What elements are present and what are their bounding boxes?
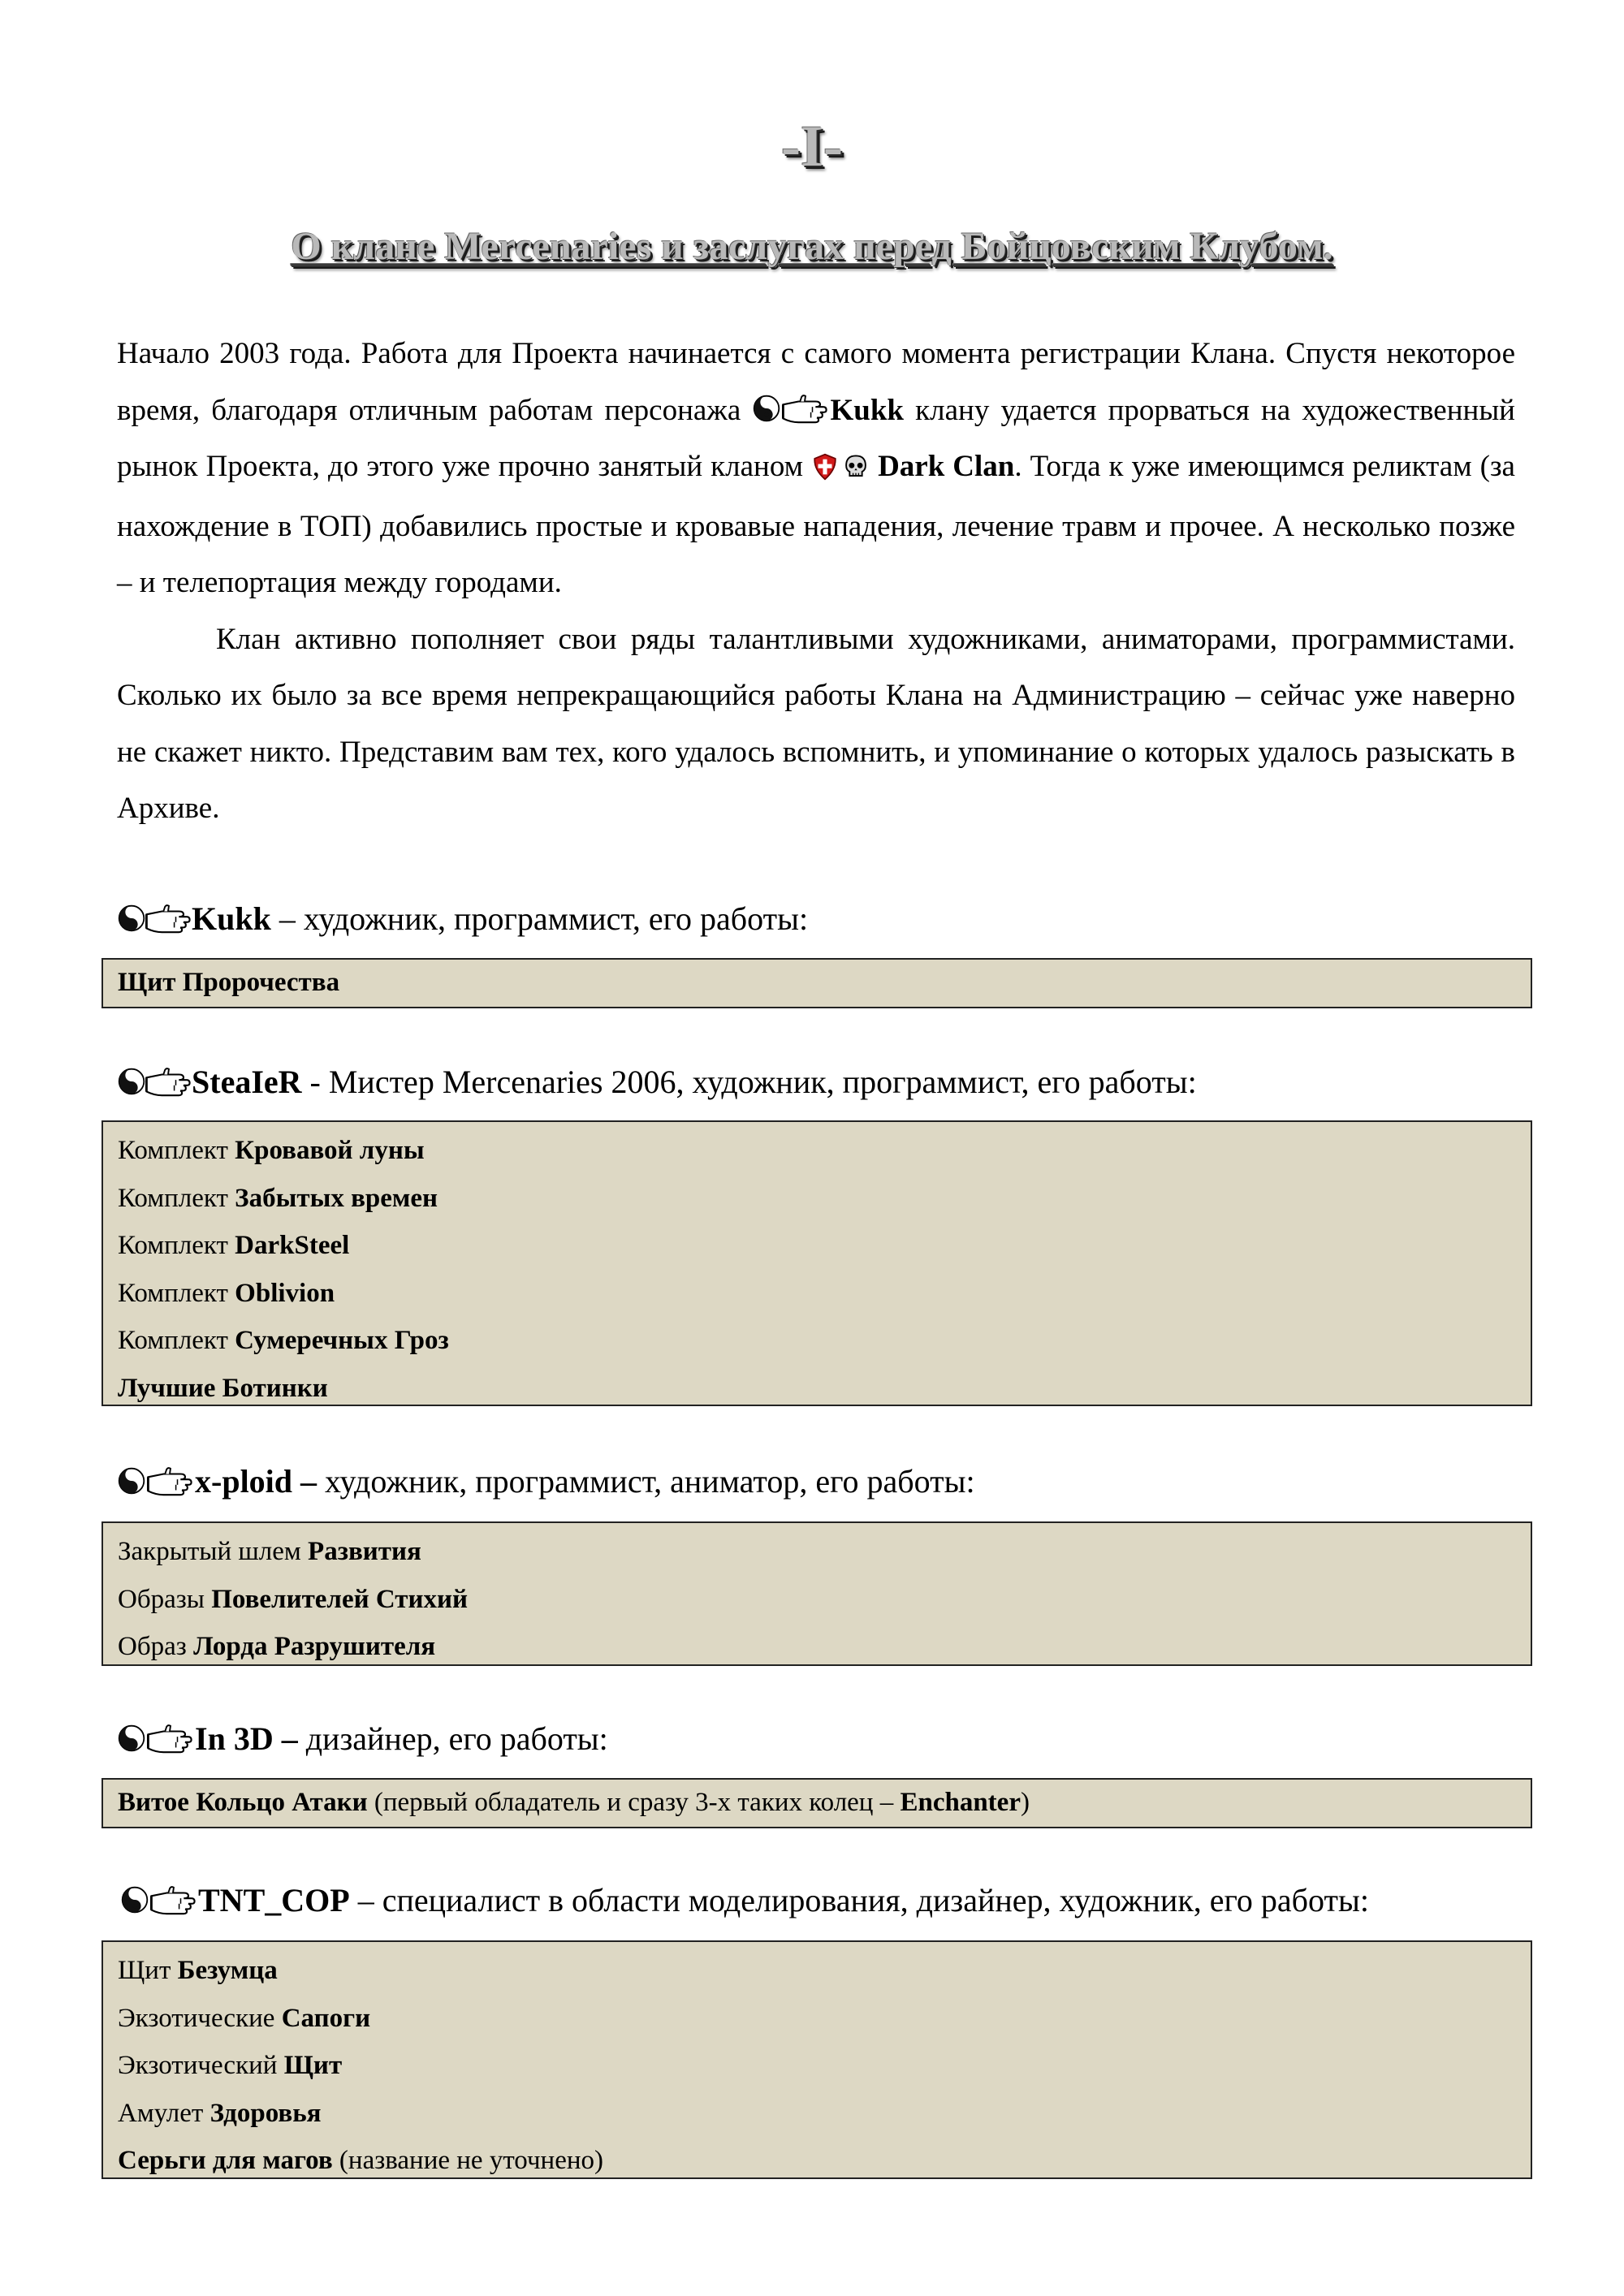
author-heading-in-3d bbox=[117, 1718, 1515, 1760]
author-nick: In 3D – bbox=[195, 1720, 298, 1757]
author-description: дизайнер, его работы: bbox=[297, 1720, 608, 1757]
author-nick: SteaIeR bbox=[192, 1064, 302, 1100]
hand-icon bbox=[151, 1887, 194, 1914]
hand-icon bbox=[148, 1725, 191, 1752]
works-box-kukk bbox=[102, 958, 1532, 1008]
work-item: Комплект Oblivion bbox=[118, 1278, 335, 1308]
author-heading-kukk bbox=[117, 898, 1515, 940]
intro-text-c: . Тогда к уже имеющимся реликтам (за нахождение в ТОП) добавились простые и кровавые нападения, лечение травм и прочее. А несколько позже – и телепортация между городами. bbox=[117, 450, 1515, 599]
work-item: Закрытый шлем Развития bbox=[118, 1537, 421, 1566]
intro-text bbox=[117, 326, 1515, 837]
yin-yang-icon bbox=[119, 906, 145, 931]
mercenaries-badge bbox=[117, 1720, 195, 1752]
skull-icon bbox=[846, 455, 866, 476]
author-description: - Мистер Mercenaries 2006, художник, программист, его работы: bbox=[301, 1064, 1197, 1100]
mercenaries-badge bbox=[117, 900, 192, 932]
intro-text-b: клану удается прорваться на художественный рынок Проекта, до этого уже прочно занятый кланом bbox=[117, 393, 1515, 483]
yin-yang-icon bbox=[119, 1469, 145, 1494]
hand-icon bbox=[146, 1068, 189, 1095]
work-item: Комплект Кровавой луны bbox=[118, 1136, 425, 1165]
work-item: Экзотический Щит bbox=[118, 2051, 343, 2080]
work-item: Комплект Забытых времен bbox=[118, 1183, 438, 1213]
work-item: Комплект DarkSteel bbox=[118, 1231, 350, 1260]
clan-name-dark-clan: Dark Clan bbox=[878, 450, 1015, 483]
yin-yang-icon bbox=[123, 1888, 148, 1913]
work-item: Экзотические Сапоги bbox=[118, 2003, 371, 2033]
chapter-number: -I- bbox=[781, 114, 843, 179]
author-nick: Kukk bbox=[192, 900, 271, 937]
work-item: Образ Лорда Разрушителя bbox=[118, 1632, 436, 1661]
hand-icon bbox=[784, 395, 827, 422]
author-nick: x-ploid – bbox=[195, 1463, 317, 1500]
work-item: Комплект Сумеречных Гроз bbox=[118, 1326, 449, 1355]
author-nick-kukk: Kukk bbox=[830, 393, 904, 427]
works-box-stealer bbox=[102, 1120, 1532, 1406]
yin-yang-icon bbox=[754, 395, 780, 421]
works-box-in-3d bbox=[102, 1778, 1532, 1828]
work-item: Образы Повелителей Стихий bbox=[118, 1584, 469, 1614]
author-nick: TNT_COP bbox=[198, 1882, 350, 1918]
mercenaries-badge bbox=[752, 384, 830, 416]
work-item: Щит Безумца bbox=[118, 1956, 278, 1985]
mercenaries-badge bbox=[117, 1462, 195, 1495]
yin-yang-icon bbox=[119, 1069, 145, 1094]
works-box-x-ploid bbox=[102, 1521, 1532, 1666]
hand-icon bbox=[148, 1468, 191, 1495]
dark-clan-badge bbox=[811, 442, 870, 498]
author-description: – художник, программист, его работы: bbox=[270, 900, 809, 937]
work-item: Витое Кольцо Атаки (первый обладатель и сразу 3-х таких колец – Enchanter) bbox=[118, 1788, 1030, 1817]
intro-paragraph-2: Клан активно пополняет свои ряды талантливыми художниками, аниматорами, программистами. Сколько их было за все время непрекращающийся работы Клана на Администрацию – сейчас уже наверно не скажет никто. Представим вам тех, кого удалось вспомнить, и упоминание о которых удалось разыскать в Архиве. bbox=[117, 622, 1515, 825]
author-description: – специалист в области моделирования, дизайнер, художник, его работы: bbox=[349, 1882, 1369, 1918]
intro-paragraph-1 bbox=[117, 326, 1515, 611]
author-heading-stealer bbox=[117, 1061, 1515, 1103]
work-item: Щит Пророчества bbox=[118, 968, 340, 997]
author-heading-x-ploid bbox=[117, 1461, 1515, 1503]
work-item: Серьги для магов (название не уточнено) bbox=[118, 2146, 604, 2175]
author-description: художник, программист, аниматор, его работы: bbox=[317, 1463, 975, 1500]
mercenaries-badge bbox=[117, 1063, 192, 1095]
intro-text-a: Начало 2003 года. Работа для Проекта начинается с самого момента регистрации Клана. Спустя некоторое время, благодаря отличным работам персонажа bbox=[117, 337, 1515, 427]
red-cross-icon bbox=[814, 455, 836, 480]
work-item: Амулет Здоровья bbox=[118, 2098, 322, 2128]
work-item: Лучшие Ботинки bbox=[118, 1373, 328, 1403]
author-heading-tnt-cop bbox=[117, 1880, 1515, 1922]
yin-yang-icon bbox=[119, 1726, 145, 1751]
mercenaries-badge bbox=[117, 1881, 198, 1914]
page-title: О клане Mercenaries и заслугах перед Бойцовским Клубом. bbox=[291, 225, 1333, 268]
hand-icon bbox=[146, 905, 189, 932]
works-box-tnt-cop bbox=[102, 1940, 1532, 2179]
